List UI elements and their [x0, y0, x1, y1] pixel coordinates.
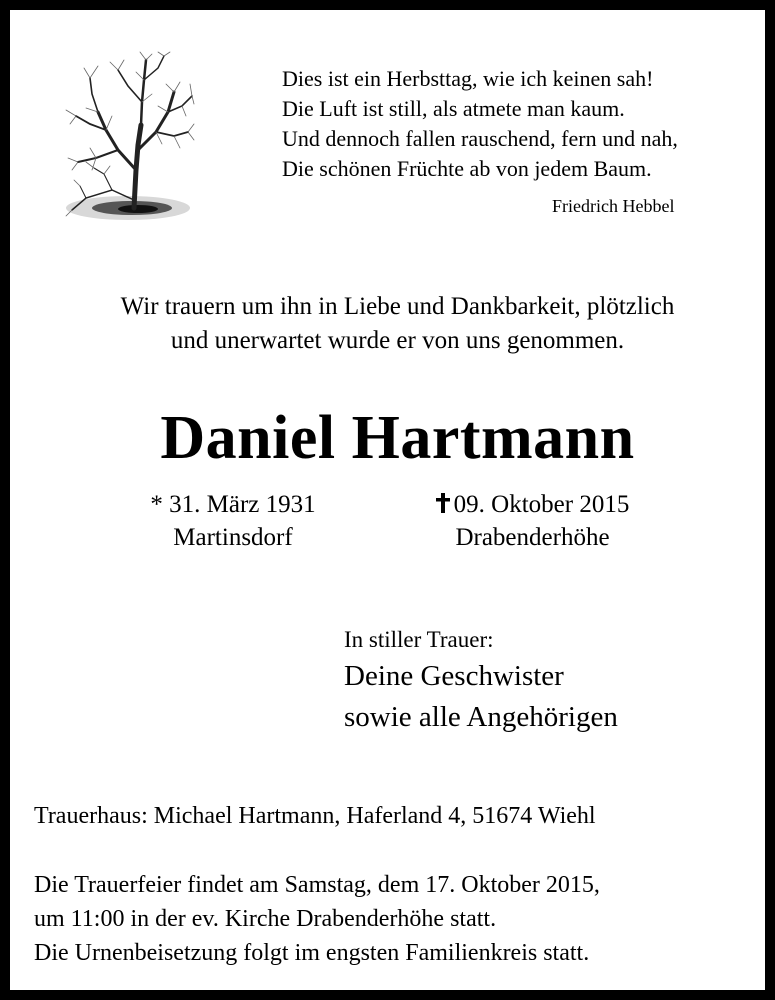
- intro-line: und unerwartet wurde er von uns genommen.: [170, 327, 625, 354]
- intro-text: [10, 290, 775, 358]
- death-date: 09. Oktober 2015: [453, 491, 630, 518]
- birth-info: [118, 488, 348, 554]
- service-info: [34, 868, 600, 970]
- mourners-block: [344, 624, 618, 738]
- service-line: Die Urnenbeisetzung folgt im engsten Familienkreis statt.: [34, 940, 590, 966]
- poem-line: Und dennoch fallen rauschend, fern und nah,: [282, 126, 678, 151]
- mourners-name: Deine Geschwister: [344, 660, 564, 692]
- mourning-house-address: Trauerhaus: Michael Hartmann, Haferland 4, 51674 Wiehl: [34, 803, 596, 829]
- poem-line: Die Luft ist still, als atmete man kaum.: [282, 96, 625, 121]
- cross-icon: [436, 493, 450, 513]
- bare-tree-icon: [46, 50, 196, 230]
- death-info: [410, 488, 655, 554]
- poem-line: Dies ist ein Herbsttag, wie ich keinen sah!: [282, 66, 654, 91]
- service-line: um 11:00 in der ev. Kirche Drabenderhöhe statt.: [34, 906, 497, 932]
- intro-line: Wir trauern um ihn in Liebe und Dankbarkeit, plötzlich: [120, 293, 675, 320]
- birth-date: * 31. März 1931: [150, 491, 316, 518]
- poem-line: Die schönen Früchte ab von jedem Baum.: [282, 156, 652, 181]
- mourners-name: sowie alle Angehörigen: [344, 701, 618, 733]
- deceased-name: Daniel Hartmann: [160, 404, 635, 472]
- poem-author: Friedrich Hebbel: [552, 196, 675, 216]
- mourners-label: In stiller Trauer:: [344, 627, 494, 652]
- birth-place: Martinsdorf: [173, 524, 293, 551]
- service-line: Die Trauerfeier findet am Samstag, dem 17. Oktober 2015,: [34, 872, 600, 898]
- death-place: Drabenderhöhe: [455, 524, 610, 551]
- poem: [282, 64, 678, 184]
- death-line: [410, 488, 655, 521]
